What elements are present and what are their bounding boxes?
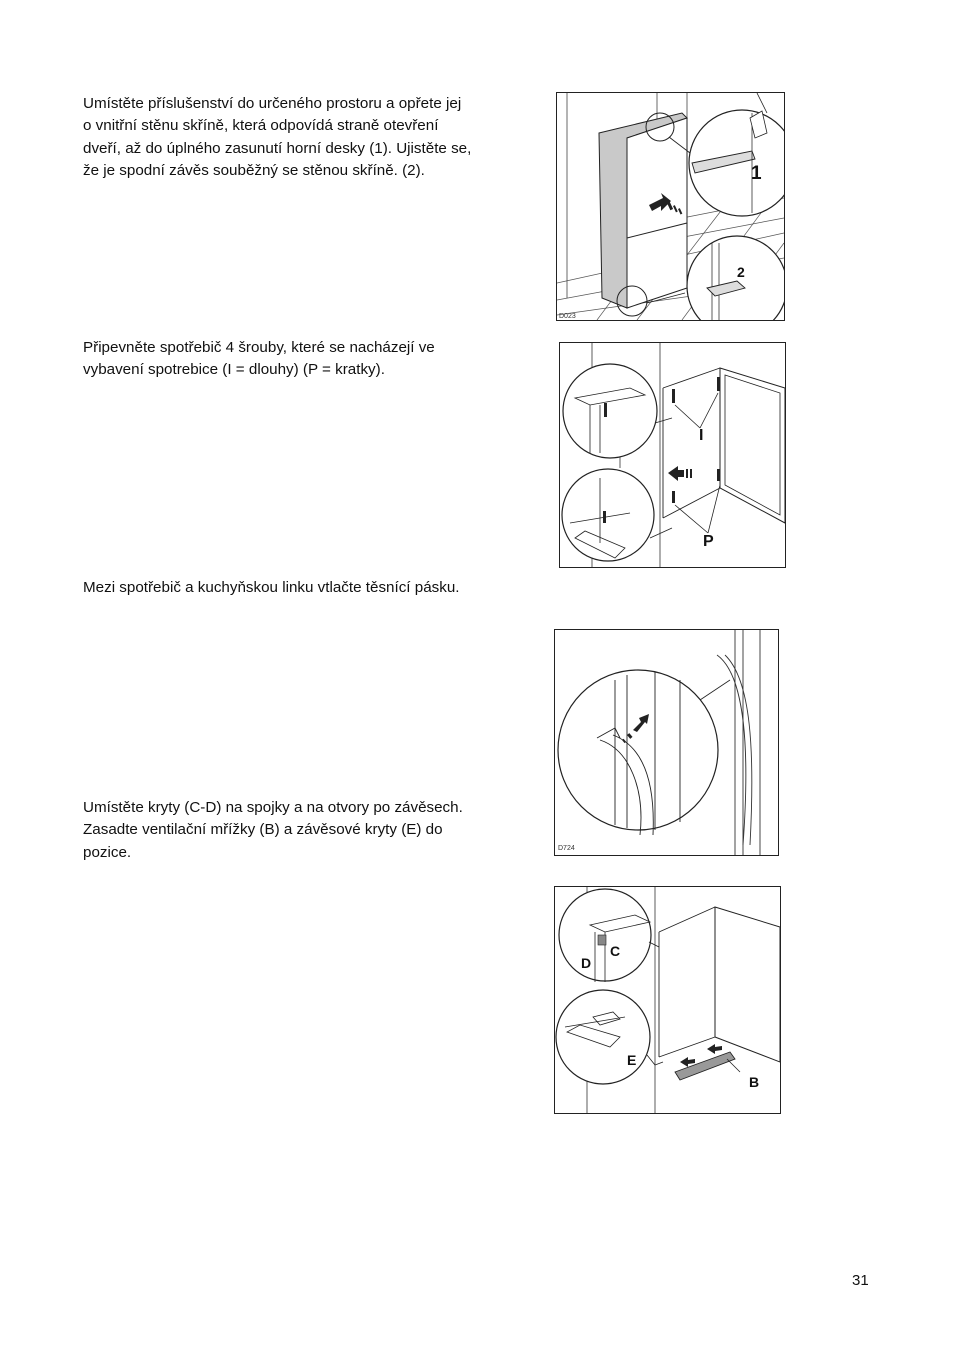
label-E: E: [627, 1052, 637, 1068]
label-I: I: [699, 427, 704, 444]
figure-seal-strip: [554, 629, 779, 856]
label-B: B: [749, 1074, 760, 1090]
figure-insert-appliance: [556, 92, 785, 321]
figure-fix-screws: [559, 342, 786, 568]
label-2: 2: [737, 264, 745, 280]
label-D: D: [581, 955, 592, 971]
figure-code: D023: [559, 313, 576, 320]
page-number: 31: [852, 1272, 869, 1289]
figure-code: D724: [558, 845, 575, 852]
label-C: C: [610, 943, 621, 959]
label-P: P: [703, 533, 714, 550]
figure-covers: [554, 886, 781, 1114]
label-1: 1: [751, 163, 762, 184]
paragraph-covers: Umístěte kryty (C-D) na spojky a na otvory po závěsech. Zasadte ventilační mřížky (B) a závěsové kryty (E) do pozice.: [83, 799, 463, 861]
paragraph-seal-strip: Mezi spotřebič a kuchyňskou linku vtlačte těsnící pásku.: [83, 579, 460, 596]
paragraph-fix-screws: Připevněte spotřebič 4 šrouby, které se nacházejí ve vybavení spotrebice (I = dlouhy) (P = kratky).: [83, 339, 435, 379]
paragraph-install-accessory: Umístěte příslušenství do určeného prostoru a opřete jej o vnitřní stěnu skříně, která odpovídá straně otevření dveří, až do úplného zasunutí horní desky (1). Ujistěte se, že je spodní závěs souběžný se stěnou skříně. (2).: [83, 95, 472, 179]
